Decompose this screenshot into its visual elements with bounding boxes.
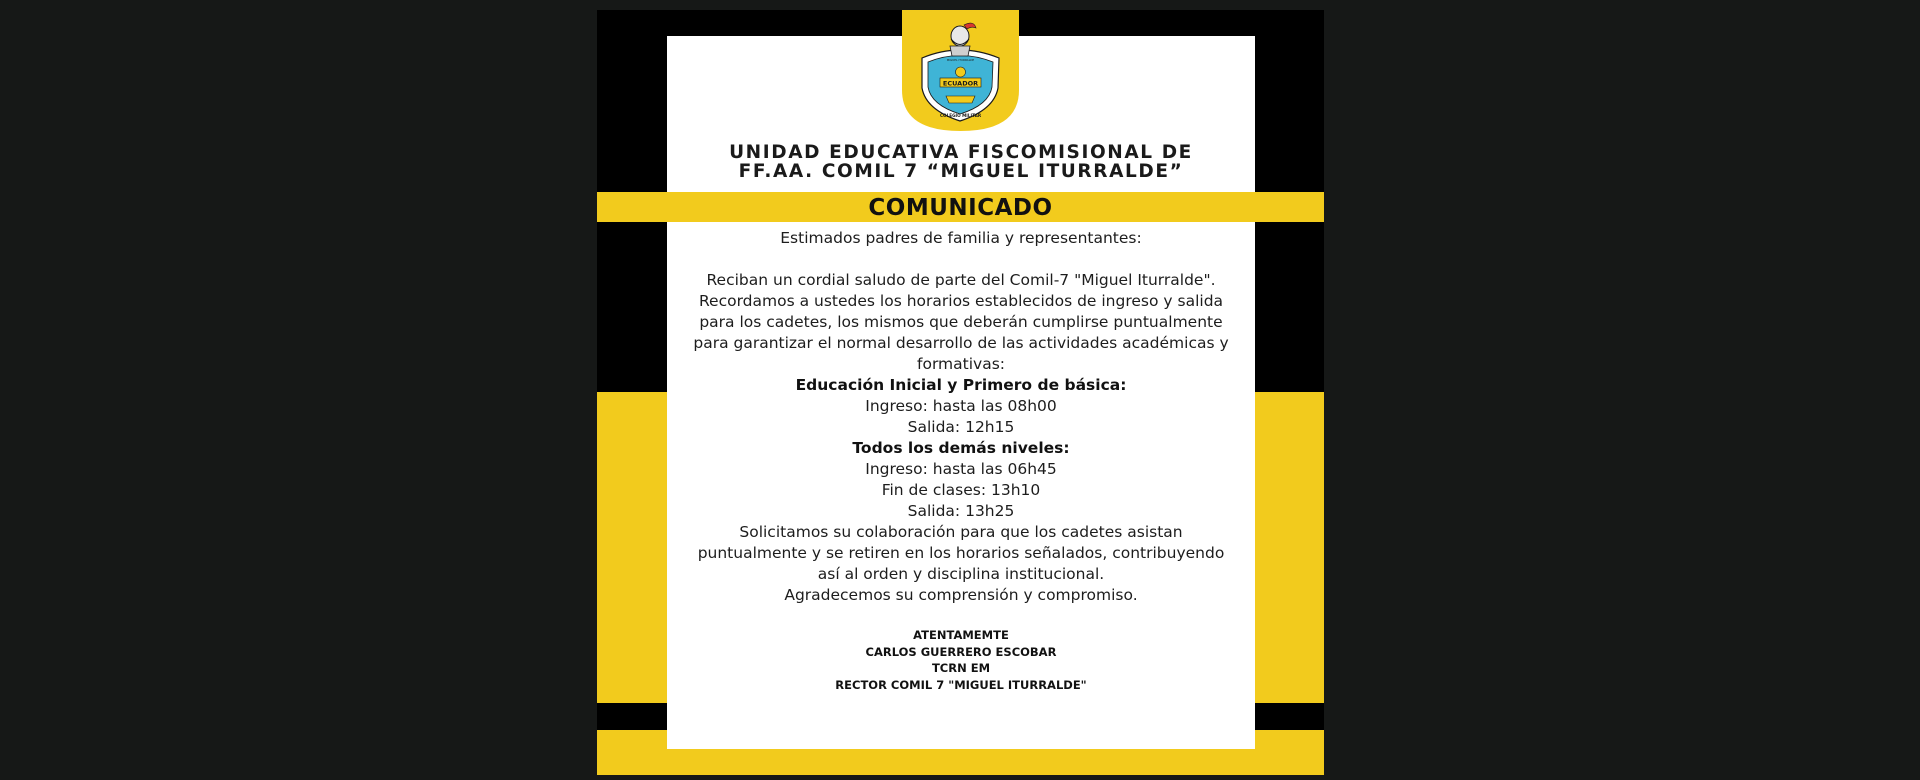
intro-line: formativas: — [917, 355, 1005, 373]
signature-block — [667, 627, 1255, 694]
schedule-line: Ingreso: hasta las 06h45 — [865, 460, 1057, 478]
closing-line: Agradecemos su comprensión y compromiso. — [784, 586, 1138, 604]
closing-line: puntualmente y se retiren en los horarios señalados, contribuyendo — [697, 544, 1225, 562]
closing-line: así al orden y disciplina institucional. — [817, 565, 1105, 583]
signature-name: CARLOS GUERRERO ESCOBAR — [865, 644, 1057, 659]
schedule-line: Ingreso: hasta las 08h00 — [865, 397, 1057, 415]
intro-line: Reciban un cordial saludo de parte del Comil-7 "Miguel Iturralde". — [706, 271, 1216, 289]
school-title-line-2: FF.AA. COMIL 7 “MIGUEL ITURRALDE” — [738, 161, 1184, 182]
schedule-line: Salida: 13h25 — [907, 502, 1015, 520]
intro-line: Recordamos a ustedes los horarios establecidos de ingreso y salida — [698, 292, 1224, 310]
schedule-line: Salida: 12h15 — [907, 418, 1015, 436]
signature-rank: TCRN EM — [931, 661, 991, 676]
schedule-line: Fin de clases: 13h10 — [881, 481, 1041, 499]
signature-salutation: ATENTAMEMTE — [913, 628, 1009, 642]
greeting: Estimados padres de familia y representantes: — [780, 229, 1142, 247]
school-title-line-1: UNIDAD EDUCATIVA FISCOMISIONAL DE — [729, 142, 1193, 163]
communique-poster — [597, 10, 1324, 775]
schedule-heading-otros-niveles: Todos los demás niveles: — [852, 439, 1070, 457]
intro-line: para los cadetes, los mismos que deberán cumplirse puntualmente — [699, 313, 1223, 331]
closing-line: Solicitamos su colaboración para que los cadetes asistan — [739, 523, 1183, 541]
crest-bottom-text: COLEGIO MILITAR — [939, 113, 982, 118]
school-title — [667, 143, 1255, 181]
crest-top-text: MIGUEL ITURRALDE — [946, 58, 975, 62]
crest-country-text: ECUADOR — [942, 79, 979, 88]
comunicado-banner: COMUNICADO — [597, 192, 1324, 222]
school-crest-shield-icon — [902, 10, 1019, 131]
schedule-heading-inicial: Educación Inicial y Primero de básica: — [795, 376, 1127, 394]
communique-body — [667, 228, 1255, 606]
blank-line — [667, 249, 1255, 270]
intro-line: para garantizar el normal desarrollo de las actividades académicas y — [693, 334, 1229, 352]
signature-position: RECTOR COMIL 7 "MIGUEL ITURRALDE" — [835, 678, 1087, 693]
